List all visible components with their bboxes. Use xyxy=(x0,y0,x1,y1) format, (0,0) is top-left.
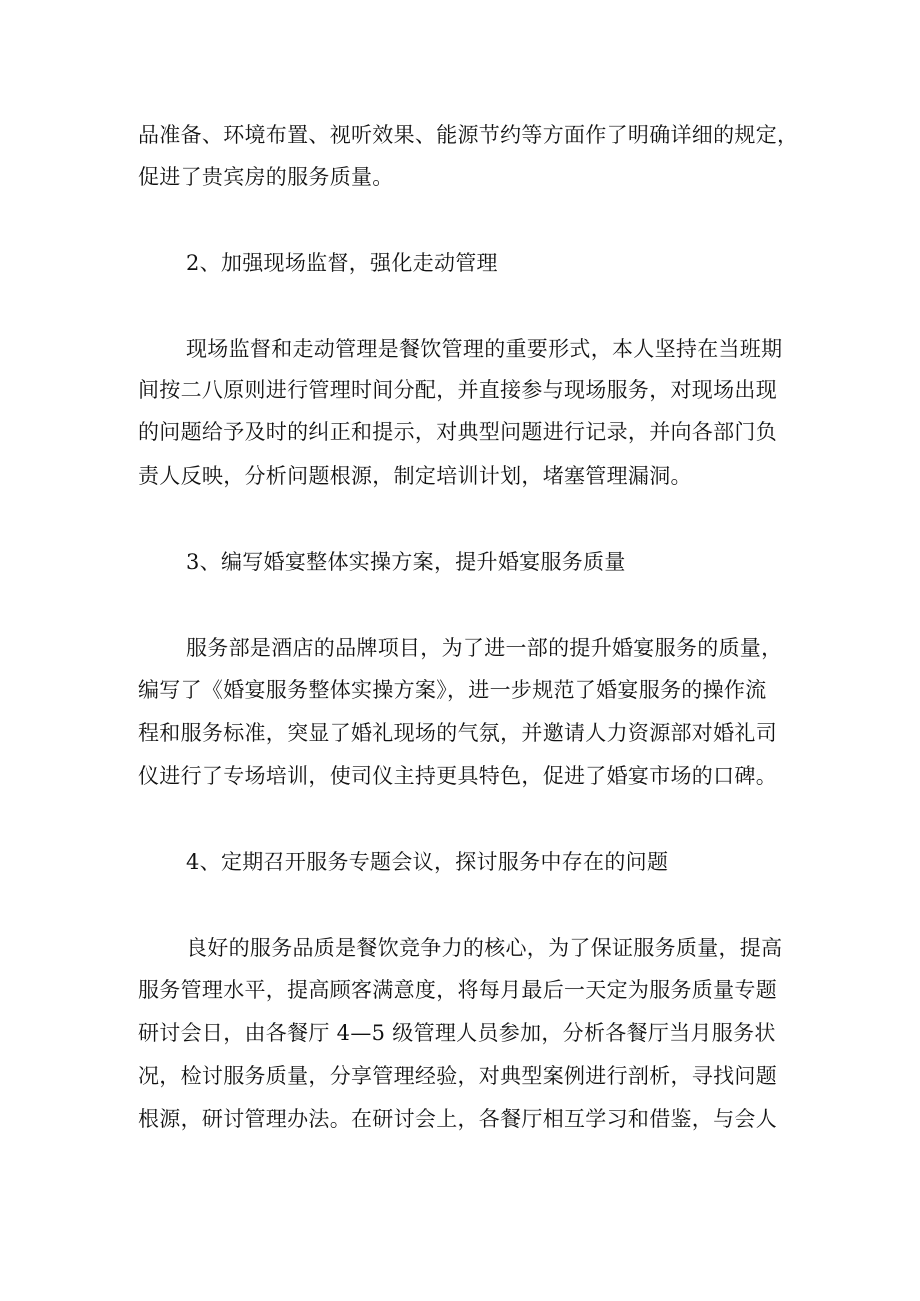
paragraph-line: 服务管理水平，提高顾客满意度，将每月最后一天定为服务质量专题 xyxy=(138,978,777,1002)
paragraph-line: 仪进行了专场培训，使司仪主持更具特色，促进了婚宴市场的口碑。 xyxy=(138,764,777,788)
paragraph-line: 促进了贵宾房的服务质量。 xyxy=(138,165,394,189)
paragraph-line: 况，检讨服务质量，分享管理经验，对典型案例进行剖析，寻找问题 xyxy=(138,1064,777,1088)
paragraph-line: 品准备、环境布置、视听效果、能源节约等方面作了明确详细的规定， xyxy=(138,123,799,147)
paragraph-line: 服务部是酒店的品牌项目，为了进一部的提升婚宴服务的质量， xyxy=(186,636,783,660)
paragraph-line: 现场监督和走动管理是餐饮管理的重要形式，本人坚持在当班期 xyxy=(186,337,783,361)
paragraph-line: 良好的服务品质是餐饮竞争力的核心，为了保证服务质量，提高 xyxy=(186,936,783,960)
section-heading: 2、加强现场监督，强化走动管理 xyxy=(186,251,498,275)
paragraph-line: 研讨会日，由各餐厅 4—5 级管理人员参加，分析各餐厅当月服务状 xyxy=(138,1021,776,1045)
section-heading: 3、编写婚宴整体实操方案，提升婚宴服务质量 xyxy=(186,550,626,574)
paragraph-line: 间按二八原则进行管理时间分配，并直接参与现场服务，对现场出现 xyxy=(138,378,777,402)
paragraph-line: 责人反映，分析问题根源，制定培训计划，堵塞管理漏洞。 xyxy=(138,464,692,488)
paragraph-line: 程和服务标准，突显了婚礼现场的气氛，并邀请人力资源部对婚礼司 xyxy=(138,721,777,745)
paragraph-line: 根源，研讨管理办法。在研讨会上，各餐厅相互学习和借鉴，与会人 xyxy=(138,1107,777,1131)
paragraph-line: 编写了《婚宴服务整体实操方案》，进一步规范了婚宴服务的操作流 xyxy=(138,678,767,702)
section-heading: 4、定期召开服务专题会议，探讨服务中存在的问题 xyxy=(186,850,669,874)
paragraph-line: 的问题给予及时的纠正和提示，对典型问题进行记录，并向各部门负 xyxy=(138,420,777,444)
